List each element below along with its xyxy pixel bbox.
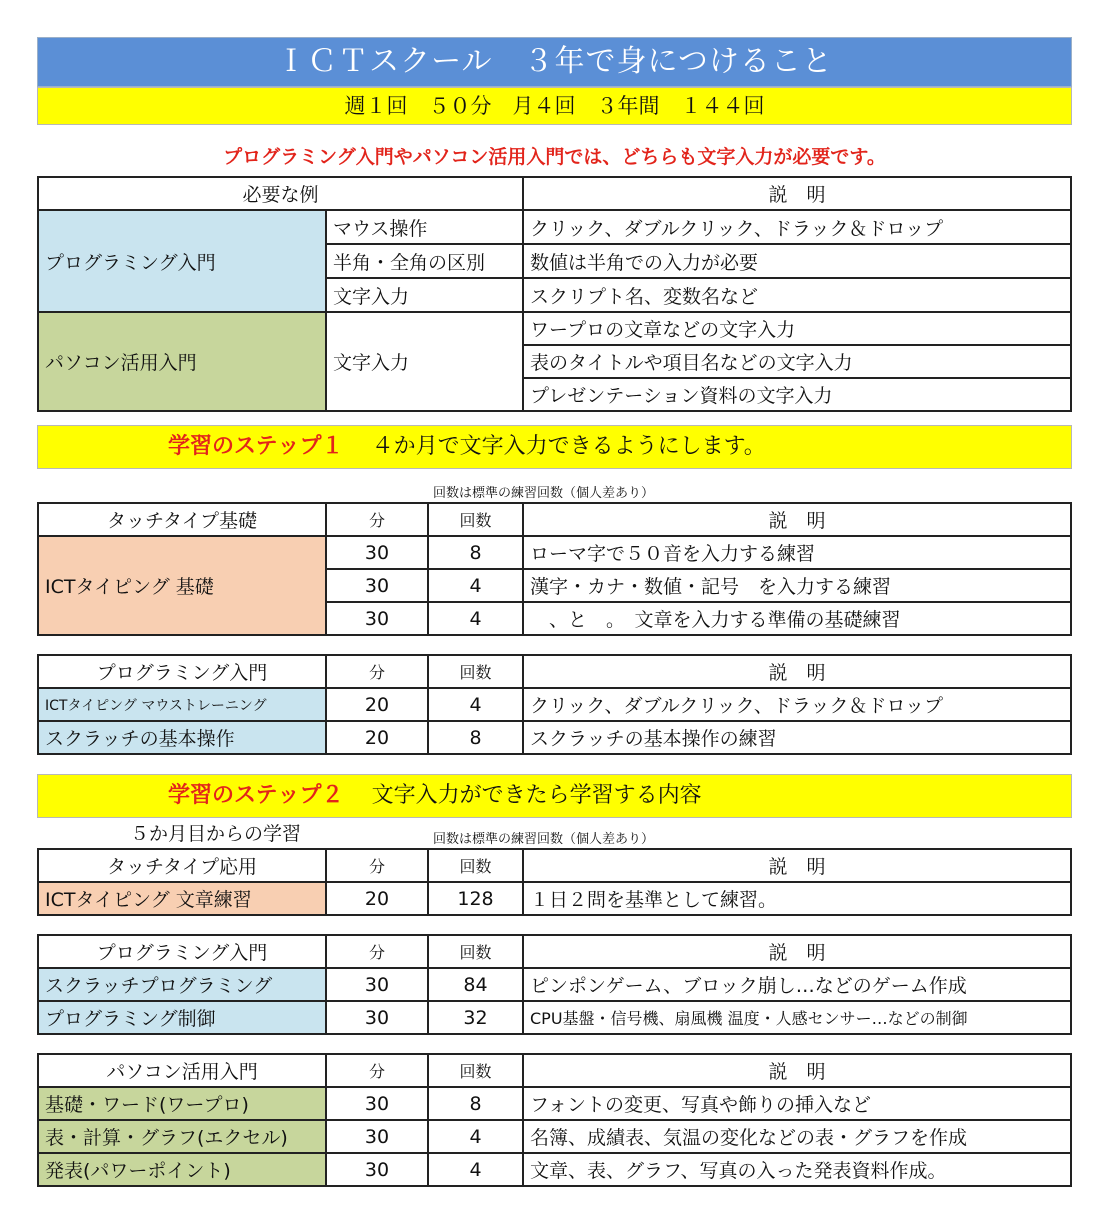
- col-header: 説 明: [523, 655, 1071, 688]
- desc-cell: 名簿、成績表、気温の変化などの表・グラフを作成: [523, 1120, 1071, 1153]
- desc-cell: クリック、ダブルクリック、ドラック＆ドロップ: [523, 688, 1071, 721]
- count-cell: 8: [428, 721, 523, 754]
- step2-text: 文字入力ができたら学習する内容: [371, 783, 702, 808]
- count-cell: 84: [428, 968, 523, 1001]
- col-header: 説 明: [523, 503, 1071, 536]
- course-name: 表・計算・グラフ(エクセル): [38, 1120, 326, 1153]
- course-name: 発表(パワーポイント): [38, 1153, 326, 1186]
- desc-cell: ローマ字で５０音を入力する練習: [523, 536, 1071, 569]
- desc-cell: 、と 。 文章を入力する準備の基礎練習: [523, 602, 1071, 635]
- step1-text: ４か月で文字入力できるようにします。: [371, 434, 766, 459]
- col-header: 回数: [428, 1054, 523, 1087]
- col-header: 回数: [428, 935, 523, 968]
- page-title: ＩＣＴスクール ３年で身につけること: [37, 37, 1072, 87]
- desc-cell: 漢字・カナ・数値・記号 を入力する練習: [523, 569, 1071, 602]
- minutes-cell: 30: [326, 1153, 428, 1186]
- course-name: スクラッチプログラミング: [38, 968, 326, 1001]
- col-header: パソコン活用入門: [38, 1054, 326, 1087]
- example-desc: 表のタイトルや項目名などの文字入力: [523, 345, 1071, 378]
- example-desc: 数値は半角での入力が必要: [523, 244, 1071, 278]
- count-cell: 4: [428, 602, 523, 635]
- minutes-cell: 30: [326, 968, 428, 1001]
- step2-pc-table: [37, 1053, 1072, 1187]
- col-header: 回数: [428, 849, 523, 882]
- count-cell: 8: [428, 536, 523, 569]
- col-header: 分: [326, 1054, 428, 1087]
- col-header: プログラミング入門: [38, 935, 326, 968]
- step2-label: 学習のステップ２: [168, 783, 344, 808]
- desc-cell: 文章、表、グラフ、写真の入った発表資料作成。: [523, 1153, 1071, 1186]
- examples-table: [37, 176, 1072, 412]
- count-cell: 4: [428, 569, 523, 602]
- example-desc: ワープロの文章などの文字入力: [523, 312, 1071, 345]
- desc-cell: ピンポンゲーム、ブロック崩し…などのゲーム作成: [523, 968, 1071, 1001]
- step2-note: 回数は標準の練習回数（個人差あり）: [433, 832, 655, 847]
- minutes-cell: 20: [326, 721, 428, 754]
- step2-touch-table: [37, 848, 1072, 916]
- notice-text: プログラミング入門やパソコン活用入門では、どちらも文字入力が必要です。: [223, 146, 886, 168]
- page-subtitle: 週１回 ５０分 月４回 ３年間 １４４回: [37, 87, 1072, 125]
- step1-note: 回数は標準の練習回数（個人差あり）: [433, 486, 655, 501]
- header-desc: 説 明: [523, 177, 1071, 210]
- minutes-cell: 30: [326, 569, 428, 602]
- count-cell: 4: [428, 1153, 523, 1186]
- minutes-cell: 20: [326, 882, 428, 915]
- step1-bar: [37, 425, 1072, 469]
- count-cell: 8: [428, 1087, 523, 1120]
- col-header: 説 明: [523, 935, 1071, 968]
- col-header: タッチタイプ応用: [38, 849, 326, 882]
- count-cell: 4: [428, 1120, 523, 1153]
- example-item: 文字入力: [326, 278, 523, 312]
- step2-from-month: ５か月目からの学習: [130, 823, 302, 845]
- course-name: ICTタイピング 文章練習: [38, 882, 326, 915]
- count-cell: 4: [428, 688, 523, 721]
- group-pc: パソコン活用入門: [38, 312, 326, 411]
- desc-cell: スクラッチの基本操作の練習: [523, 721, 1071, 754]
- count-cell: 128: [428, 882, 523, 915]
- desc-cell: フォントの変更、写真や飾りの挿入など: [523, 1087, 1071, 1120]
- header-example: 必要な例: [38, 177, 523, 210]
- minutes-cell: 30: [326, 1087, 428, 1120]
- minutes-cell: 30: [326, 1120, 428, 1153]
- course-name: ICTタイピング マウストレーニング: [38, 688, 326, 721]
- col-header: 分: [326, 503, 428, 536]
- col-header: 説 明: [523, 1054, 1071, 1087]
- col-header: 説 明: [523, 849, 1071, 882]
- course-name: スクラッチの基本操作: [38, 721, 326, 754]
- col-header: タッチタイプ基礎: [38, 503, 326, 536]
- course-name: ICTタイピング 基礎: [38, 536, 326, 635]
- count-cell: 32: [428, 1001, 523, 1034]
- example-desc: スクリプト名、変数名など: [523, 278, 1071, 312]
- example-desc: プレゼンテーション資料の文字入力: [523, 378, 1071, 411]
- step2-bar: [37, 774, 1072, 818]
- minutes-cell: 30: [326, 602, 428, 635]
- course-name: プログラミング制御: [38, 1001, 326, 1034]
- step1-prog-table: [37, 654, 1072, 755]
- desc-cell: １日２問を基準として練習。: [523, 882, 1071, 915]
- example-item: マウス操作: [326, 210, 523, 244]
- desc-cell: CPU基盤・信号機、扇風機 温度・人感センサー…などの制御: [523, 1001, 1071, 1034]
- step1-touch-table: [37, 502, 1072, 636]
- example-item: 文字入力: [326, 312, 523, 411]
- col-header: プログラミング入門: [38, 655, 326, 688]
- minutes-cell: 20: [326, 688, 428, 721]
- minutes-cell: 30: [326, 536, 428, 569]
- minutes-cell: 30: [326, 1001, 428, 1034]
- course-name: 基礎・ワード(ワープロ): [38, 1087, 326, 1120]
- col-header: 回数: [428, 655, 523, 688]
- col-header: 分: [326, 935, 428, 968]
- step2-prog-table: [37, 934, 1072, 1035]
- col-header: 回数: [428, 503, 523, 536]
- step1-label: 学習のステップ１: [168, 434, 344, 459]
- example-desc: クリック、ダブルクリック、ドラック＆ドロップ: [523, 210, 1071, 244]
- group-programming: プログラミング入門: [38, 210, 326, 312]
- col-header: 分: [326, 655, 428, 688]
- example-item: 半角・全角の区別: [326, 244, 523, 278]
- col-header: 分: [326, 849, 428, 882]
